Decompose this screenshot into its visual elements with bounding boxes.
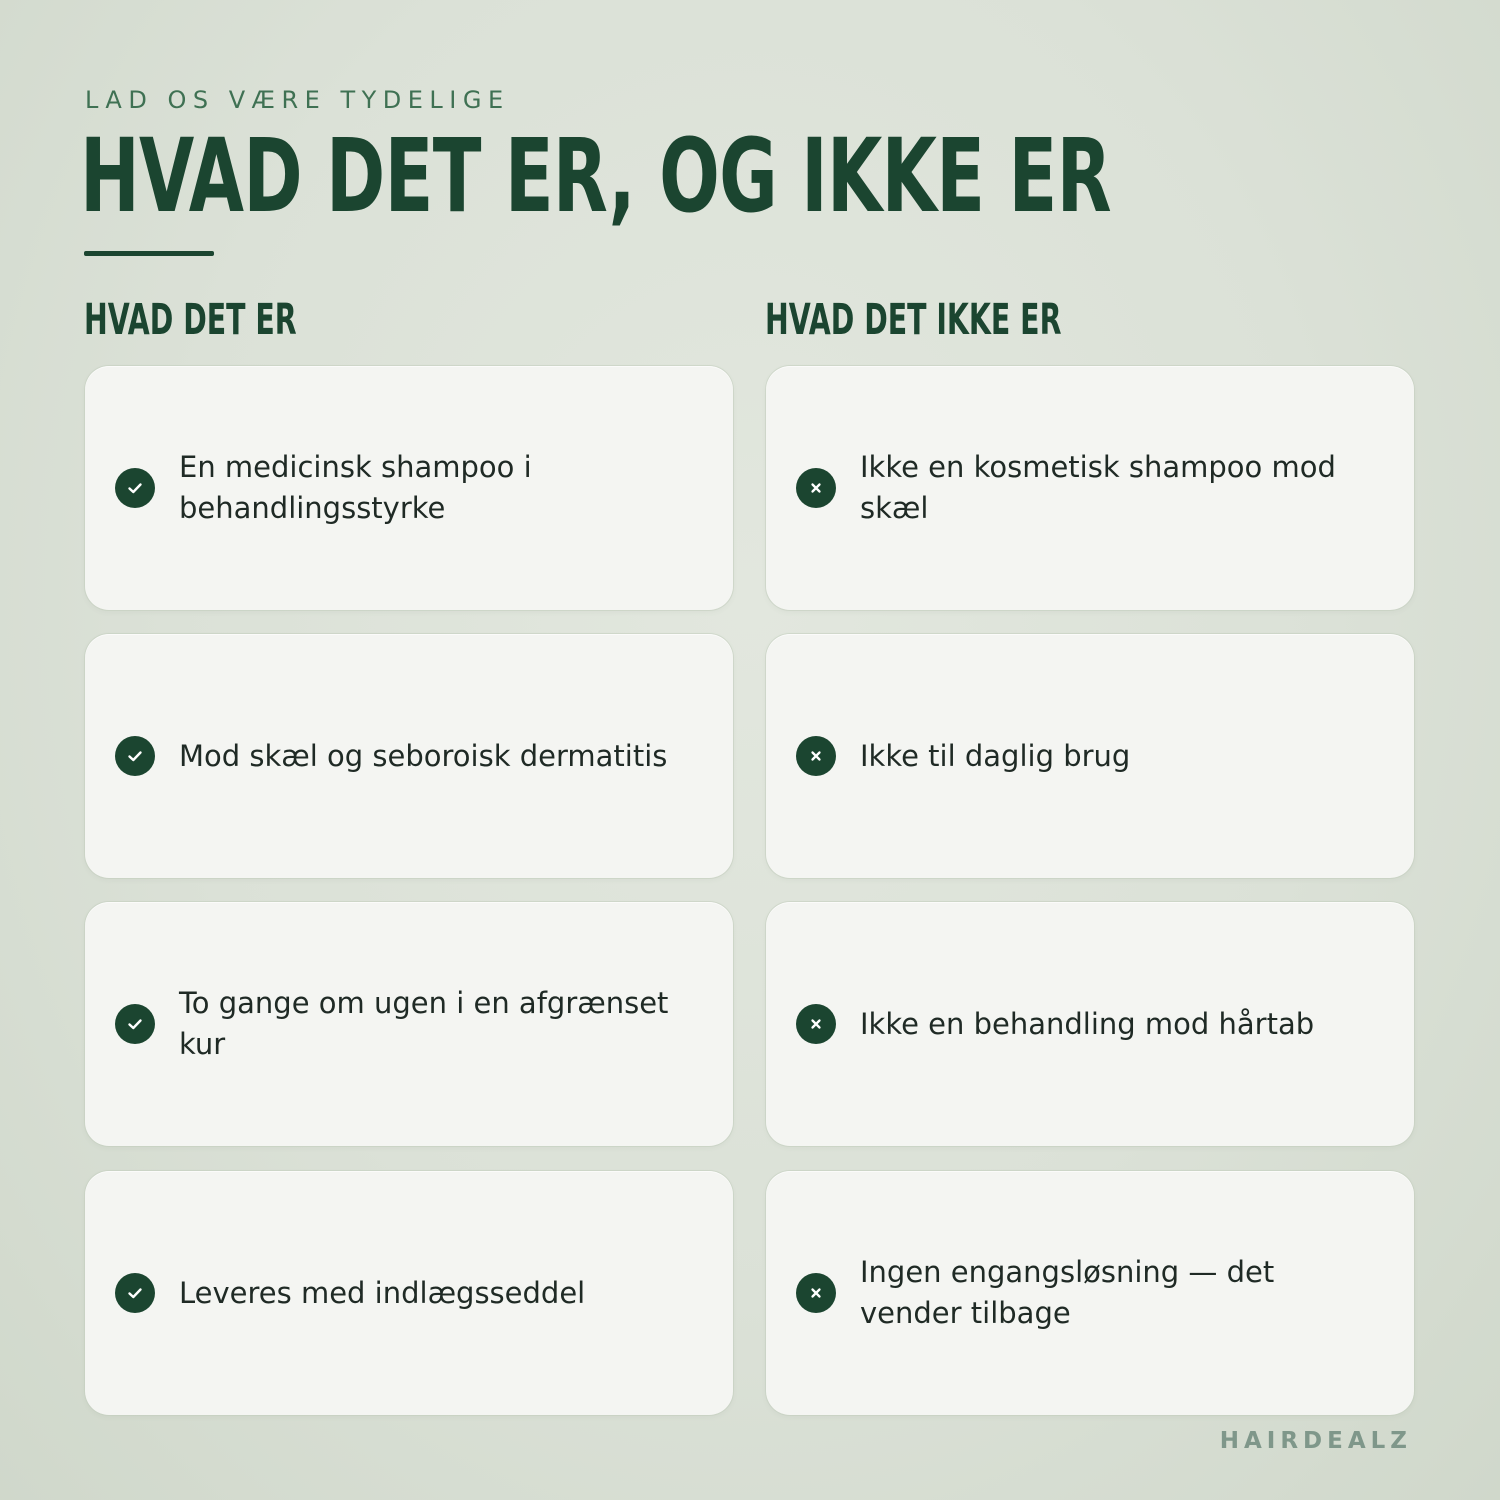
page-title: HVAD DET ER, OG IKKE ER bbox=[80, 117, 1111, 236]
card-text: Leveres med indlægsseddel bbox=[179, 1275, 586, 1310]
x-icon bbox=[796, 1004, 836, 1044]
column-heading-is-not: HVAD DET IKKE ER bbox=[765, 295, 1062, 345]
x-icon bbox=[796, 736, 836, 776]
card-text: En medicinsk shampoo i behandlingsstyrke bbox=[179, 450, 532, 525]
card-text: Ikke en kosmetisk shampoo mod skæl bbox=[860, 450, 1336, 525]
card-is-3 bbox=[85, 902, 733, 1146]
title-underline bbox=[84, 251, 214, 256]
check-icon bbox=[115, 1004, 155, 1044]
card-text: Ikke en behandling mod hårtab bbox=[860, 1006, 1315, 1041]
x-icon bbox=[796, 1273, 836, 1313]
column-heading-is: HVAD DET ER bbox=[84, 295, 297, 345]
card-is-not-1 bbox=[766, 366, 1414, 610]
check-icon bbox=[115, 468, 155, 508]
card-text: Ikke til daglig brug bbox=[860, 738, 1131, 773]
brand-logo-text: HAIRDEALZ bbox=[1219, 1428, 1412, 1454]
card-text: Mod skæl og seboroisk dermatitis bbox=[179, 738, 668, 773]
card-is-2 bbox=[85, 634, 733, 878]
card-is-1 bbox=[85, 366, 733, 610]
check-icon bbox=[115, 736, 155, 776]
x-icon bbox=[796, 468, 836, 508]
eyebrow-label: LAD OS VÆRE TYDELIGE bbox=[85, 86, 510, 114]
card-is-not-3 bbox=[766, 902, 1414, 1146]
card-is-not-2 bbox=[766, 634, 1414, 878]
card-text: To gange om ugen i en afgrænset kur bbox=[179, 986, 669, 1061]
card-is-not-4 bbox=[766, 1171, 1414, 1415]
card-is-4 bbox=[85, 1171, 733, 1415]
check-icon bbox=[115, 1273, 155, 1313]
card-text: Ingen engangsløsning — det vender tilbage bbox=[860, 1255, 1275, 1330]
